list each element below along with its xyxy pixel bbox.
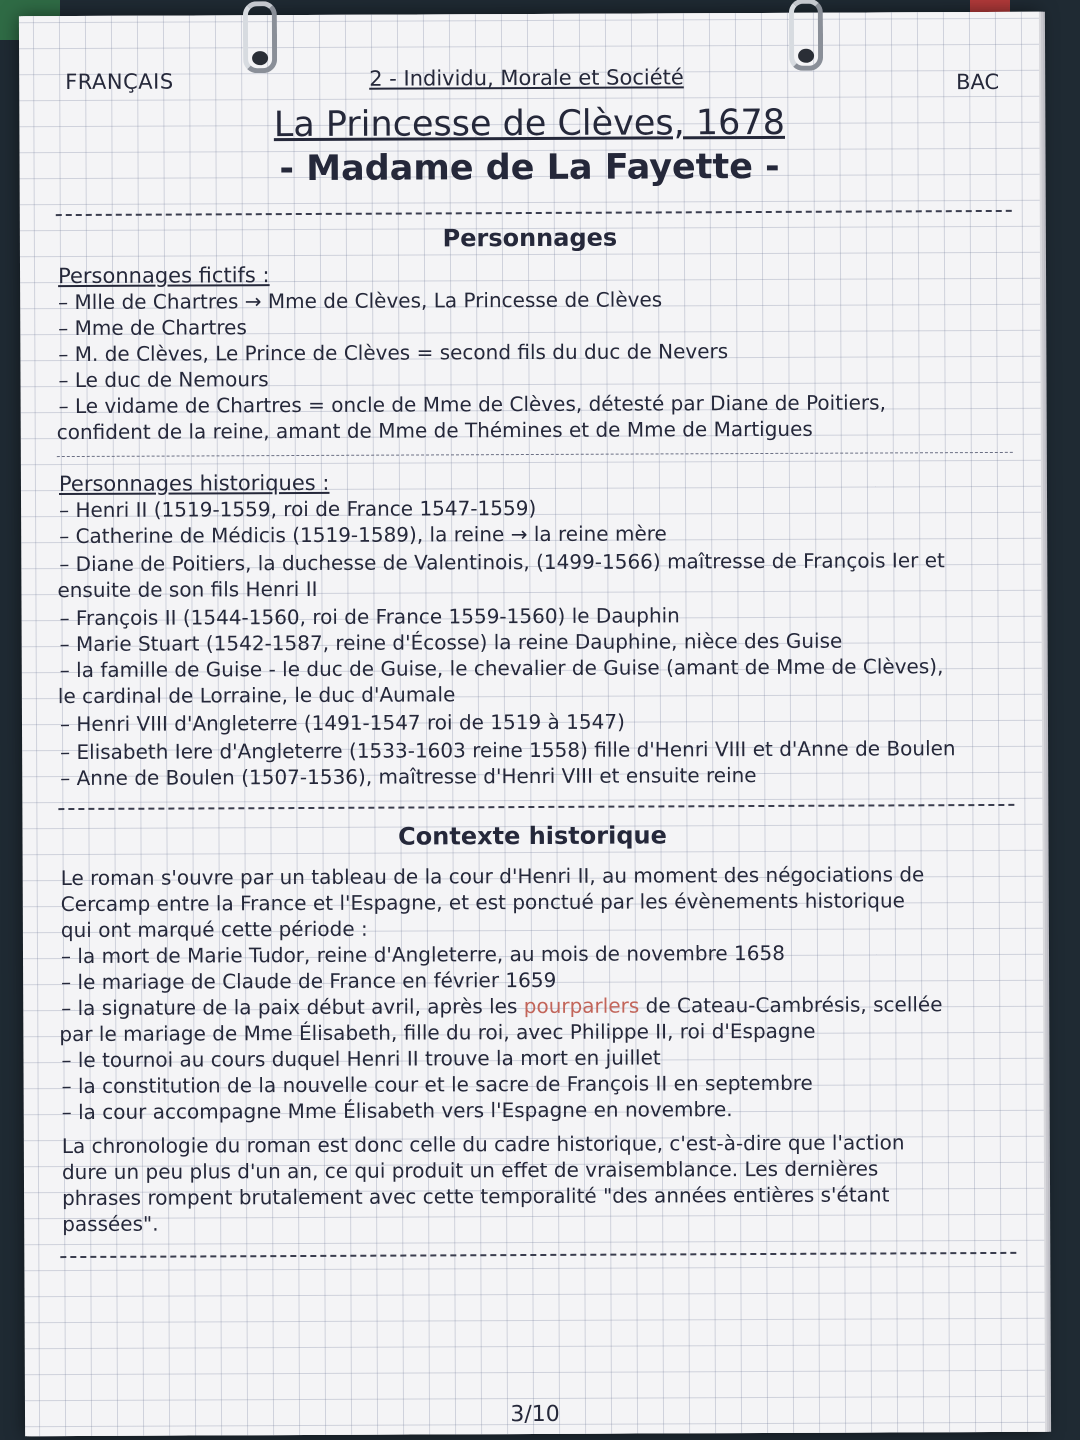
highlighted-word: pourparlers	[523, 993, 640, 1019]
paragraph-line: La chronologie du roman est donc celle du cadre historique, c'est-à-dire que l'action	[61, 1130, 905, 1159]
paragraph-line: phrases rompent brutalement avec cette temporalité "des années entières s'étant	[62, 1182, 890, 1211]
section-heading-personnages: Personnages	[442, 223, 618, 253]
level-label: BAC	[956, 69, 1000, 95]
section-heading-contexte: Contexte historique	[398, 821, 667, 851]
list-item: – Mme de Chartres	[58, 315, 247, 341]
binder-ring-right	[789, 0, 823, 71]
list-item: – Catherine de Médicis (1519-1589), la reine → la reine mère	[59, 521, 667, 549]
paragraph-line: qui ont marqué cette période :	[60, 916, 368, 943]
list-item: – M. de Clèves, Le Prince de Clèves = second fils du duc de Nevers	[58, 339, 729, 367]
divider	[56, 210, 1012, 216]
paragraph-line: dure un peu plus d'un an, ce qui produit un effet de vraisemblance. Les dernières	[61, 1156, 879, 1185]
paragraph-line: passées".	[62, 1211, 159, 1237]
list-item: – Elisabeth Iere d'Angleterre (1533-1603 reine 1558) fille d'Henri VIII et d'Anne de Boulen	[60, 736, 956, 765]
list-item: – la mort de Marie Tudor, reine d'Angleterre, au mois de novembre 1658	[60, 940, 785, 969]
paragraph-line: Le roman s'ouvre par un tableau de la cour d'Henri II, au moment des négociations de	[60, 862, 925, 891]
list-item-continuation: ensuite de son fils Henri II	[57, 576, 318, 603]
list-item: – Mlle de Chartres → Mme de Clèves, La Princesse de Clèves	[58, 287, 663, 315]
subheading-historiques: Personnages historiques :	[58, 470, 330, 497]
list-item: – François II (1544-1560, roi de France 1559-1560) le Dauphin	[59, 603, 680, 631]
paragraph-line: Cercamp entre la France et l'Espagne, et est ponctué par les évènements historique	[60, 888, 905, 917]
list-item: – Le duc de Nemours	[58, 367, 269, 393]
list-item-continuation: par le mariage de Mme Élisabeth, fille du roi, avec Philippe II, roi d'Espagne	[59, 1018, 816, 1047]
list-item: – la constitution de la nouvelle cour et le sacre de François II en septembre	[61, 1070, 813, 1099]
list-item: – la cour accompagne Mme Élisabeth vers l'Espagne en novembre.	[61, 1097, 733, 1125]
subject-label: FRANÇAIS	[65, 69, 174, 95]
list-item: – le tournoi au cours duquel Henri II trouve la mort en juillet	[61, 1045, 661, 1073]
subheading-fictifs: Personnages fictifs :	[57, 263, 270, 289]
list-item: – Henri II (1519-1559, roi de France 1547-1559)	[59, 495, 537, 523]
list-item-continuation: le cardinal de Lorraine, le duc d'Aumale	[57, 682, 456, 709]
list-item: – le mariage de Claude de France en février 1659	[61, 967, 557, 995]
event-text-start: – la signature de la paix début avril, après les	[61, 994, 524, 1021]
page-number: 3/10	[510, 1401, 560, 1428]
list-item: – Diane de Poitiers, la duchesse de Valentinois, (1499-1566) maîtresse de François Ier et	[59, 548, 945, 577]
list-item: – la famille de Guise - le duc de Guise, le chevalier de Guise (amant de Mme de Clèves),	[59, 654, 944, 683]
divider	[58, 804, 1014, 810]
list-item: – Le vidame de Chartres = oncle de Mme de Clèves, détesté par Diane de Poitiers,	[58, 390, 886, 419]
author-title: - Madame de La Fayette -	[279, 146, 780, 190]
list-item-continuation: confident de la reine, amant de Mme de Thémines et de Mme de Martigues	[56, 416, 813, 445]
binder-ring-left	[243, 1, 277, 73]
list-item: – Marie Stuart (1542-1587, reine d'Écosse) la reine Dauphine, nièce des Guise	[59, 628, 843, 657]
theme-label: 2 - Individu, Morale et Société	[369, 65, 684, 91]
page-title: La Princesse de Clèves, 1678	[273, 102, 786, 146]
event-text-end: de Cateau-Cambrésis, scellée	[639, 992, 943, 1018]
list-item: – Anne de Boulen (1507-1536), maîtresse d'Henri VIII et ensuite reine	[60, 763, 757, 791]
list-item	[61, 992, 942, 1020]
notebook-page	[19, 12, 1045, 1436]
divider	[57, 452, 1013, 457]
divider	[60, 1252, 1016, 1258]
list-item: – Henri VIII d'Angleterre (1491-1547 roi de 1519 à 1547)	[59, 709, 625, 737]
